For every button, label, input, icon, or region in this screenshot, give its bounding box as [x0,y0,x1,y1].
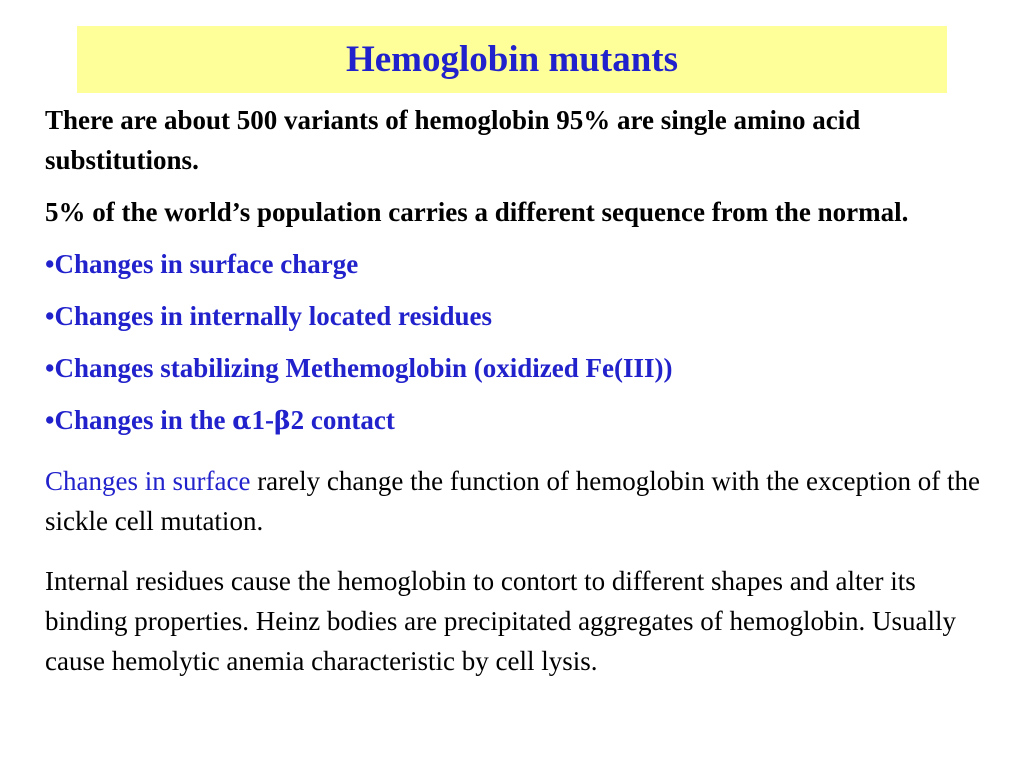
bullet-methemoglobin [45,348,990,388]
surface-changes-paragraph [45,461,990,541]
slide-body [45,100,990,681]
bullet-marker: • [45,249,55,279]
bullet-text: Changes in internally located residues [54,301,492,331]
slide-title: Hemoglobin mutants [345,39,678,80]
bullet-internal-residues [45,296,990,336]
bullet-marker: • [45,353,55,383]
surface-rest: rarely change the function of hemoglobin with the exception of the sickle cell mutation. [45,466,980,536]
bullet-text-mid: 1- [251,405,274,435]
bullet-text: Changes stabilizing Methemoglobin (oxidized Fe(III)) [54,353,673,383]
surface-highlight: Changes in surface [45,466,251,496]
beta-symbol: β [273,406,291,435]
intro-paragraph: There are about 500 variants of hemoglobin 95% are single amino acid substitutions. [45,105,861,175]
internal-residues-paragraph: Internal residues cause the hemoglobin to contort to different shapes and alter its binding properties. Heinz bodies are precipitated aggregates of hemoglobin. Usually cause hemolytic anemia characteristic by cell lysis. [45,566,956,676]
alpha-symbol: α [232,406,252,435]
bullet-text-before: Changes in the [54,405,233,435]
title-banner [77,26,947,93]
population-paragraph: 5% of the world’s population carries a different sequence from the normal. [45,197,909,227]
bullet-alpha-beta-contact [45,400,990,441]
bullet-text: Changes in surface charge [54,249,359,279]
bullet-marker: • [45,301,55,331]
bullet-marker: • [45,405,55,435]
bullet-surface-charge [45,244,990,284]
bullet-text-after: 2 contact [290,405,395,435]
